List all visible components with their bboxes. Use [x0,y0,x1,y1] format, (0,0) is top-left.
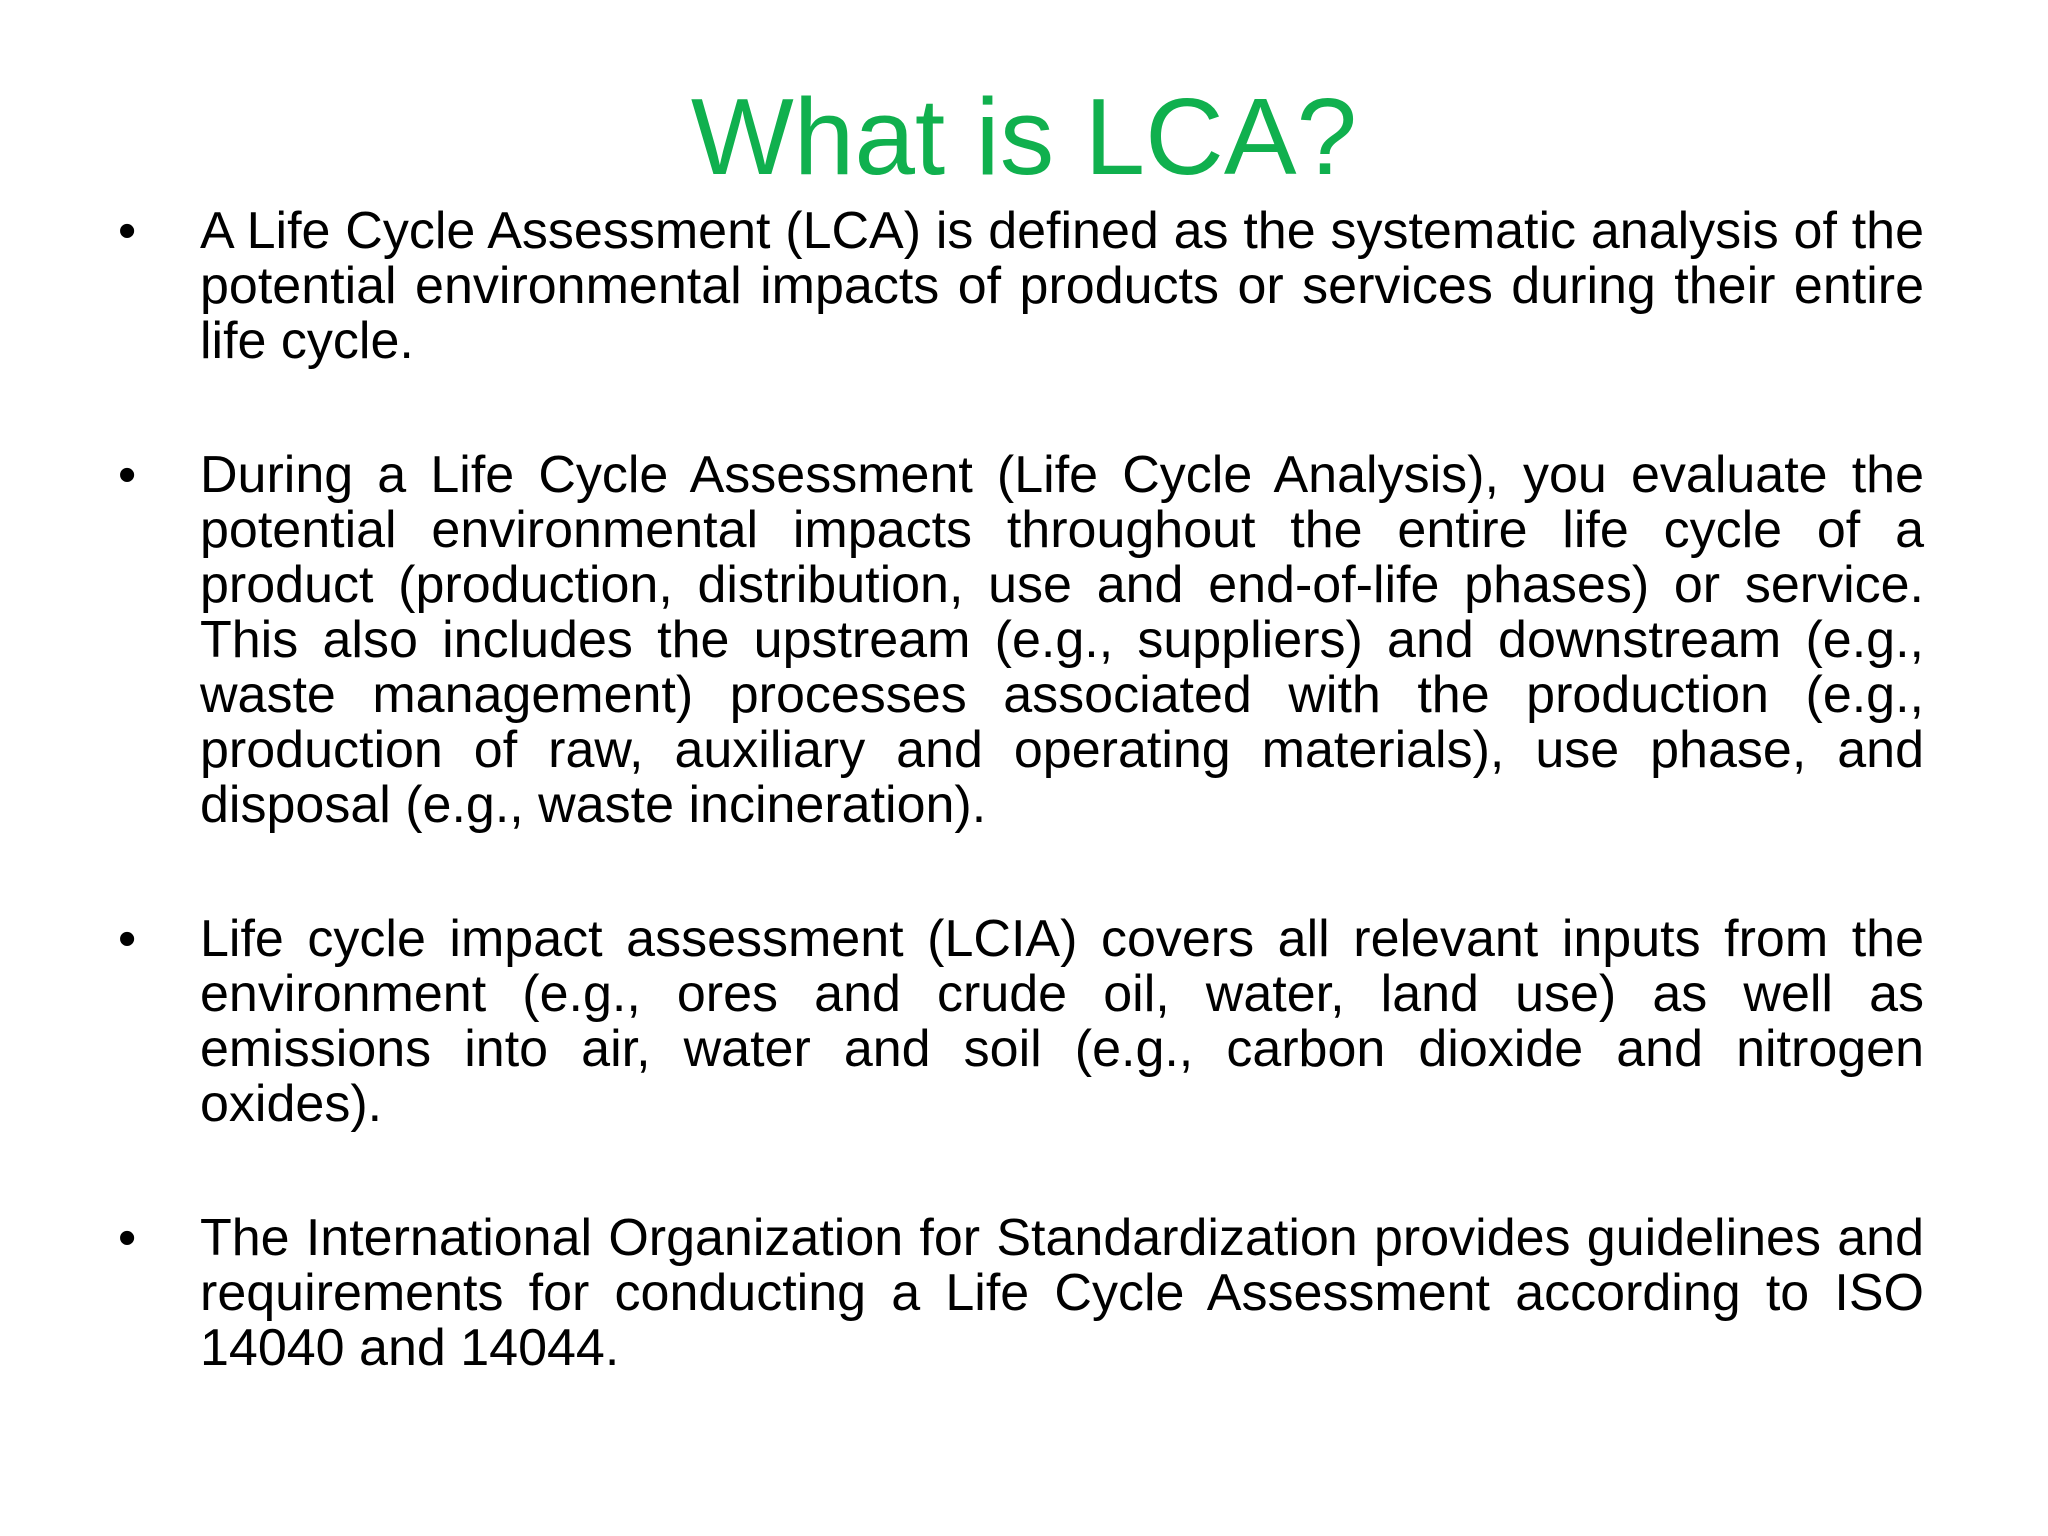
bullet-icon: • [118,910,137,968]
bullet-text: A Life Cycle Assessment (LCA) is defined as the systematic analysis of the potential environmental impacts of products or services during their entire life cycle. [200,202,1924,370]
bullet-icon: • [118,202,137,260]
slide-title: What is LCA? [690,76,1358,198]
bullet-icon: • [118,446,137,504]
bullet-item [0,912,2048,1132]
bullet-item [0,448,2048,833]
bullet-icon: • [118,1209,137,1267]
bullet-item [0,204,2048,369]
bullet-item [0,1211,2048,1376]
bullet-text: The International Organization for Standardization provides guidelines and requirements for conducting a Life Cycle Assessment according to ISO 14040 and 14044. [200,1209,1924,1377]
bullet-text: Life cycle impact assessment (LCIA) covers all relevant inputs from the environment (e.g., ores and crude oil, water, land use) as well as emissions into air, water and soil (e.g., carbon dioxide and nitrogen oxides). [200,910,1924,1133]
bullet-list [0,204,2048,1376]
bullet-text: During a Life Cycle Assessment (Life Cycle Analysis), you evaluate the potential environmental impacts throughout the entire life cycle of a product (production, distribution, use and end-of-life phases) or service. This also includes the upstream (e.g., suppliers) and downstream (e.g., waste management) processes associated with the production (e.g., production of raw, auxiliary and operating materials), use phase, and disposal (e.g., waste incineration). [200,446,1924,834]
